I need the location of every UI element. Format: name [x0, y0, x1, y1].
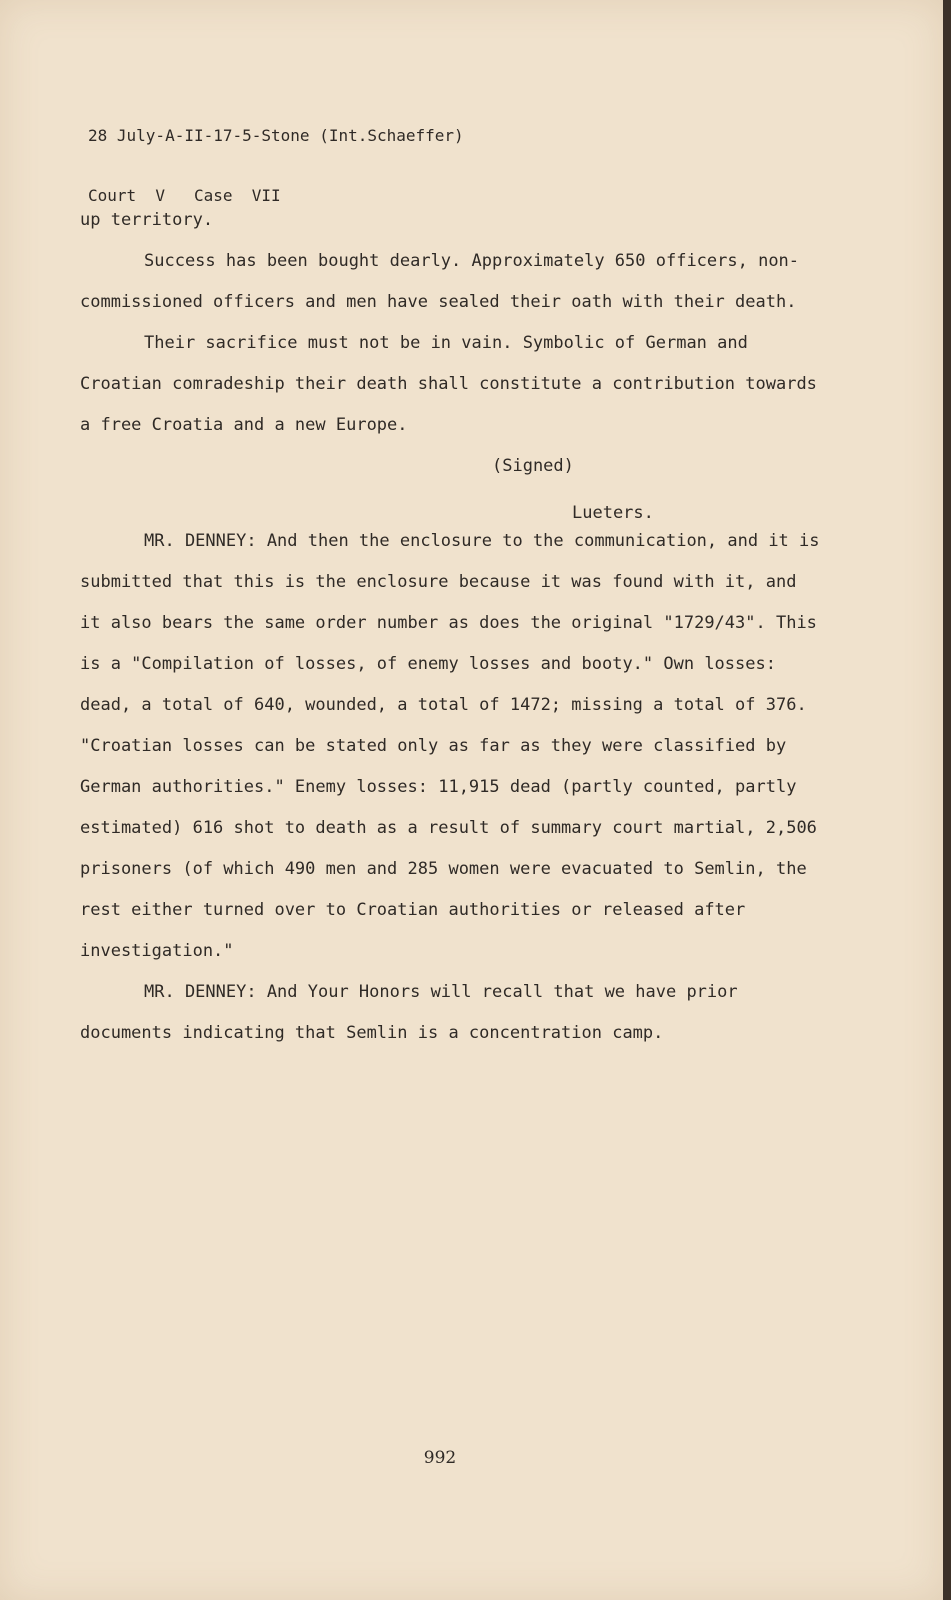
signed-label: (Signed): [492, 456, 574, 476]
paragraph-sacrifice: Their sacrifice must not be in vain. Symbolic of German and Croatian comradeship their death shall constitute a contribution towards a free Croatia and a new Europe.: [80, 333, 817, 435]
header-line-2: Court V Case VII: [88, 186, 281, 205]
paragraph-denney-semlin: MR. DENNEY: And Your Honors will recall that we have prior documents indicating that Semlin is a concentration camp.: [80, 982, 738, 1043]
header-line-1: 28 July-A-II-17-5-Stone (Int.Schaeffer): [88, 126, 464, 145]
document-body: [80, 200, 820, 1054]
paragraph-continuation: up territory.: [80, 210, 214, 230]
paragraph-denney-enclosure: MR. DENNEY: And then the enclosure to the communication, and it is submitted that this is the enclosure because it was found with it, and it also bears the same order number as does the original "1729/43". This is a "Compilation of losses, of enemy losses and booty." Own losses: dead, a total of 640, wounded, a total of 1472; missing a total of 376. "Croatian losses can be stated only as far as they were classified by German authorities." Enemy losses: 11,915 dead (partly counted, partly estimated) 616 shot to death as a result of summary court martial, 2,506 prisoners (of which 490 men and 285 women were evacuated to Semlin, the rest either turned over to Croatian authorities or released after investigation.": [80, 531, 820, 961]
signer-name: Lueters.: [572, 503, 654, 523]
paragraph-success: Success has been bought dearly. Approximately 650 officers, non-commissioned officers and men have sealed their oath with their death.: [80, 251, 800, 312]
page-number: 992: [423, 1448, 457, 1468]
page-edge-shadow: [943, 0, 951, 1600]
